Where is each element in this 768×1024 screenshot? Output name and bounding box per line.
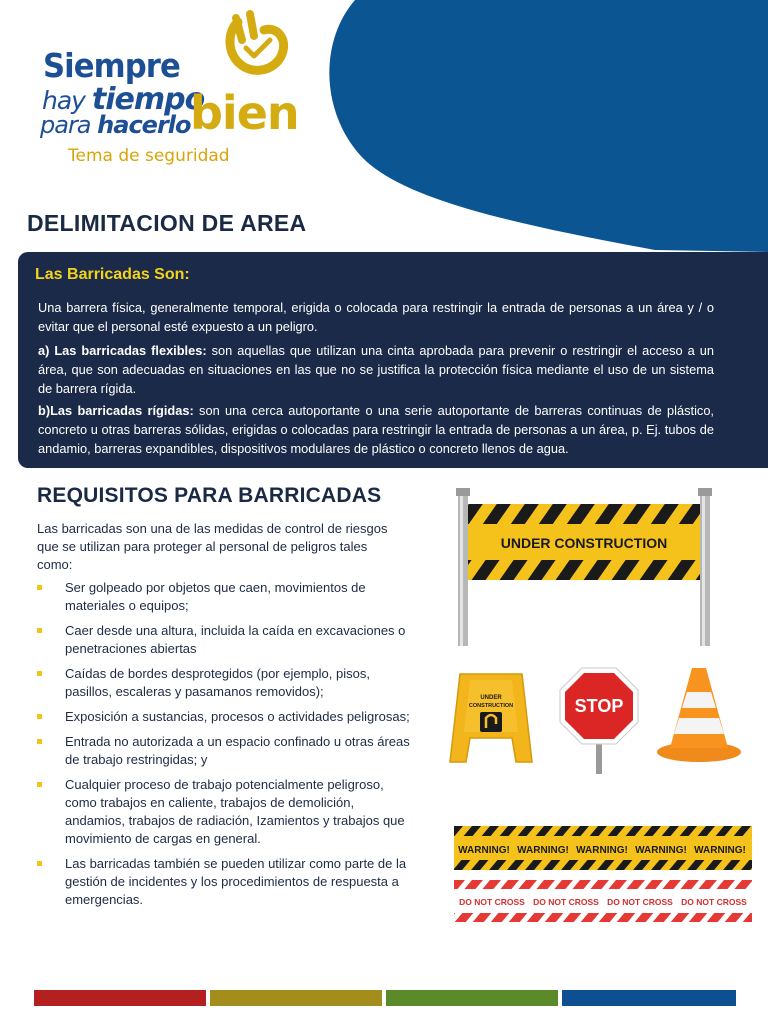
svg-text:DO NOT CROSS: DO NOT CROSS — [459, 897, 525, 907]
svg-text:WARNING!: WARNING! — [576, 845, 628, 856]
list-item: Caídas de bordes desprotegidos (por ejemplo, pisos, pasillos, escaleras y pasamanos removidos); — [37, 665, 417, 701]
logo-line-1: Siempre — [43, 46, 180, 85]
logo-line-2: hay tiempo — [42, 82, 205, 117]
rigid-barricades-paragraph: b)Las barricadas rígidas: son una cerca autoportante o una serie autoportante de barreras continuas de plástico, concreto u otras barreras sólidas, erigidas o colocadas para restringir la entrada de personas a un área, p. Ej. tubos de andamio, barreras expandibles, dispositivos modulares de plástico o concreto llenos de agua. — [38, 403, 714, 456]
svg-text:CONSTRUCTION: CONSTRUCTION — [468, 703, 514, 709]
company-logo — [40, 10, 310, 145]
list-item: Ser golpeado por objetos que caen, movimientos de materiales o equipos; — [37, 579, 417, 615]
stop-sign-illustration — [556, 664, 642, 776]
logo-line-4: bien — [190, 86, 299, 140]
bullet-icon — [37, 861, 42, 866]
svg-text:DO NOT CROSS: DO NOT CROSS — [607, 897, 673, 907]
footer-bar-red — [34, 990, 206, 1006]
requirements-intro: Las barricadas son una de las medidas de control de riesgos que se utilizan para proteger al personal de peligros tales como: — [37, 521, 388, 572]
traffic-cone-illustration — [654, 664, 744, 764]
list-item: Caer desde una altura, incluida la caída en excavaciones o penetraciones abiertas — [37, 622, 417, 658]
floor-sign-illustration — [446, 666, 536, 766]
do-not-cross-tape-illustration — [454, 880, 752, 922]
definition-heading: Las Barricadas Son: — [35, 266, 190, 283]
svg-text:WARNING!: WARNING! — [635, 845, 687, 856]
list-item: Cualquier proceso de trabajo potencialmente peligroso, como trabajos en caliente, trabajos de demolición, andamios, trabajos de radiación, Izamientos y trabajos que movimiento de cargas en general. — [37, 776, 417, 848]
list-item: Exposición a sustancias, procesos o actividades peligrosas; — [37, 708, 417, 726]
requirements-list — [37, 579, 417, 916]
bullet-icon — [37, 671, 42, 676]
svg-text:WARNING!: WARNING! — [517, 845, 569, 856]
footer-bar-green — [386, 990, 558, 1006]
barrier-sign-text: UNDER CONSTRUCTION — [500, 535, 668, 551]
construction-barrier-illustration — [452, 488, 718, 650]
list-item: Las barricadas también se pueden utilizar como parte de la gestión de incidentes y los procedimientos de respuesta a emergencias. — [37, 855, 417, 909]
definition-paragraph: Una barrera física, generalmente temporal, erigida o colocada para restringir la entrada de personas a un área y / o evitar que el personal esté expuesto a un peligro. — [38, 300, 714, 334]
footer-bar-blue — [562, 990, 736, 1006]
svg-text:UNDER: UNDER — [480, 695, 502, 701]
bullet-icon — [37, 585, 42, 590]
warning-tape-illustration — [454, 826, 752, 870]
page-title: DELIMITACION DE AREA — [27, 210, 307, 236]
flexible-barricades-paragraph: a) Las barricadas flexibles: son aquellas que utilizan una cinta aprobada para prevenir o restringir el acceso a un área, que son adecuadas en situaciones en las que no se justifica la protección física mediante el uso de un sistema de barrera rígida. — [38, 343, 714, 396]
bullet-icon — [37, 739, 42, 744]
logo-line-3: para hacerlo — [40, 111, 191, 139]
footer-bar-olive — [210, 990, 382, 1006]
svg-text:WARNING!: WARNING! — [458, 845, 510, 856]
svg-text:DO NOT CROSS: DO NOT CROSS — [533, 897, 599, 907]
bullet-icon — [37, 782, 42, 787]
stop-sign-text: STOP — [574, 696, 624, 716]
bullet-icon — [37, 628, 42, 633]
svg-text:WARNING!: WARNING! — [694, 845, 746, 856]
list-item: Entrada no autorizada a un espacio confinado u otras áreas de trabajo restringidas; y — [37, 733, 417, 769]
document-subtitle: Tema de seguridad — [68, 146, 230, 166]
requirements-heading: REQUISITOS PARA BARRICADAS — [37, 484, 382, 507]
svg-text:DO NOT CROSS: DO NOT CROSS — [681, 897, 747, 907]
bullet-icon — [37, 714, 42, 719]
